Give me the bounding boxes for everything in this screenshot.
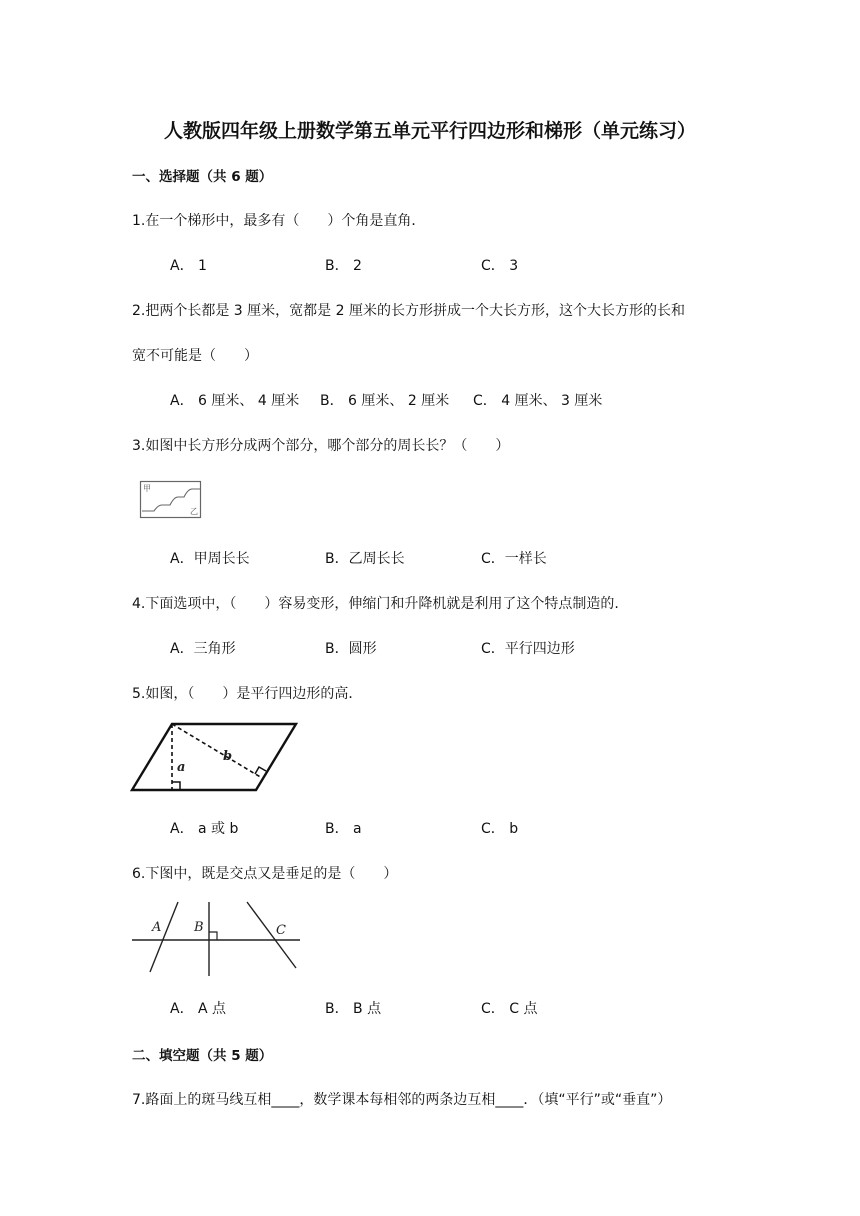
- line-through-a: [150, 902, 178, 972]
- line-through-c: [247, 902, 296, 968]
- question-6-option-a: A． A 点: [170, 1001, 227, 1017]
- figure-label-B: B: [194, 920, 204, 935]
- question-3-option-c: C．一样长: [481, 551, 547, 567]
- question-5-text: 5.如图，（ ）是平行四边形的高．: [132, 686, 363, 702]
- figure-label-C: C: [276, 923, 286, 938]
- question-4-option-c: C．平行四边形: [481, 641, 575, 657]
- question-5-option-c: C． b: [481, 821, 519, 837]
- question-4-option-b: B．圆形: [325, 641, 377, 657]
- question-5-parallelogram-figure: [128, 720, 300, 796]
- question-3-option-a: A．甲周长长: [170, 551, 250, 567]
- right-angle-mark-a: [172, 782, 180, 790]
- question-1-option-a: A． 1: [170, 258, 207, 274]
- question-2-option-b: B． 6 厘米、 2 厘米: [320, 393, 450, 409]
- question-2-text-line2: 宽不可能是（ ）: [132, 348, 258, 364]
- question-1-option-c: C． 3: [481, 258, 519, 274]
- question-2-text-line1: 2.把两个长都是 3 厘米，宽都是 2 厘米的长方形拼成一个大长方形，这个大长方形的长和: [132, 303, 685, 319]
- question-6-text: 6.下图中，既是交点又是垂足的是（ ）: [132, 866, 398, 882]
- question-1-text: 1.在一个梯形中，最多有（ ）个角是直角．: [132, 213, 426, 229]
- height-b-dashed-line: [172, 724, 262, 778]
- figure-label-A: A: [152, 920, 162, 935]
- parallelogram-outline: [132, 724, 296, 790]
- question-7-text: 7.路面上的斑马线互相____，数学课本每相邻的两条边互相____．（填“平行”或“垂直”）: [132, 1092, 672, 1108]
- question-1-option-b: B． 2: [325, 258, 362, 274]
- question-3-option-b: B．乙周长长: [325, 551, 405, 567]
- figure-label-yi: 乙: [190, 507, 198, 516]
- question-4-text: 4.下面选项中，（ ）容易变形，伸缩门和升降机就是利用了这个特点制造的.: [132, 596, 619, 612]
- figure-label-a: a: [177, 760, 186, 775]
- right-angle-mark-b: [255, 767, 266, 774]
- question-4-option-a: A．三角形: [170, 641, 236, 657]
- figure-label-b: b: [223, 749, 233, 764]
- question-5-option-a: A． a 或 b: [170, 821, 239, 837]
- figure-label-jia: 甲: [143, 484, 151, 493]
- question-6-option-b: B． B 点: [325, 1001, 382, 1017]
- question-2-option-c: C． 4 厘米、 3 厘米: [473, 393, 603, 409]
- page-title: 人教版四年级上册数学第五单元平行四边形和梯形（单元练习）: [163, 120, 696, 142]
- question-2-option-a: A． 6 厘米、 4 厘米: [170, 393, 300, 409]
- section-heading-choice: 一、选择题（共 6 题）: [132, 169, 273, 185]
- question-3-text: 3.如图中长方形分成两个部分，哪个部分的周长长？（ ）: [132, 438, 510, 454]
- question-6-lines-figure: [130, 900, 302, 976]
- question-5-option-b: B． a: [325, 821, 362, 837]
- right-angle-mark-b: [209, 932, 217, 940]
- section-heading-fill-in: 二、填空题（共 5 题）: [132, 1048, 273, 1064]
- question-3-rectangle-figure: [140, 481, 202, 519]
- question-6-option-c: C． C 点: [481, 1001, 538, 1017]
